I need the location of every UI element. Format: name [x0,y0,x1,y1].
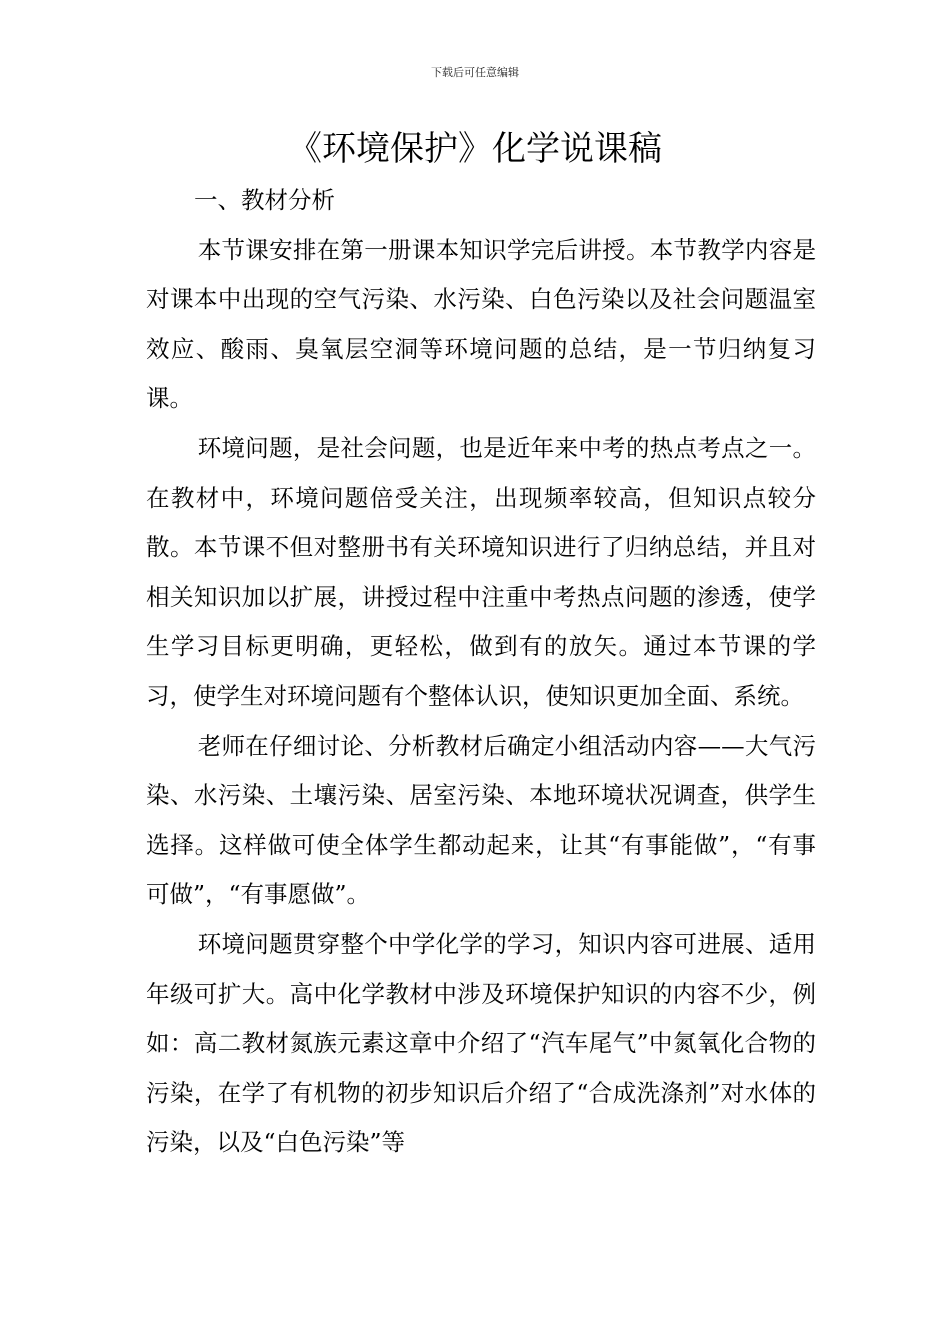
document-title: 《环境保护》化学说课稿 [288,129,662,169]
paragraph-1: 本节课安排在第一册课本知识学完后讲授。本节教学内容是对课本中出现的空气污染、水污染、白色污染以及社会问题温室效应、酸雨、臭氧层空洞等环境问题的总结，是一节归纳复习课。 [146,235,816,413]
section-heading: 一、教材分析 [194,186,335,214]
document-body [146,176,816,1168]
paragraph-3: 老师在仔细讨论、分析教材后确定小组活动内容——大气污染、水污染、土壤污染、居室污染、本地环境状况调查，供学生选择。这样做可使全体学生都动起来，让其“有事能做”，“有事可做”，“有事愿做”。 [146,731,816,909]
paragraph-4: 环境问题贯穿整个中学化学的学习，知识内容可进展、适用年级可扩大。高中化学教材中涉及环境保护知识的内容不少，例如：高二教材氮族元素这章中介绍了“汽车尾气”中氮氧化合物的污染，在学了有机物的初步知识后介绍了“合成洗涤剂”对水体的污染，以及“白色污染”等 [146,929,816,1157]
page-header-note: 下载后可任意编辑 [431,66,519,79]
paragraph-2: 环境问题，是社会问题，也是近年来中考的热点考点之一。在教材中，环境问题倍受关注，出现频率较高，但知识点较分散。本节课不但对整册书有关环境知识进行了归纳总结，并且对相关知识加以扩展，讲授过程中注重中考热点问题的渗透，使学生学习目标更明确，更轻松，做到有的放矢。通过本节课的学习，使学生对环境问题有个整体认识，使知识更加全面、系统。 [146,433,816,710]
